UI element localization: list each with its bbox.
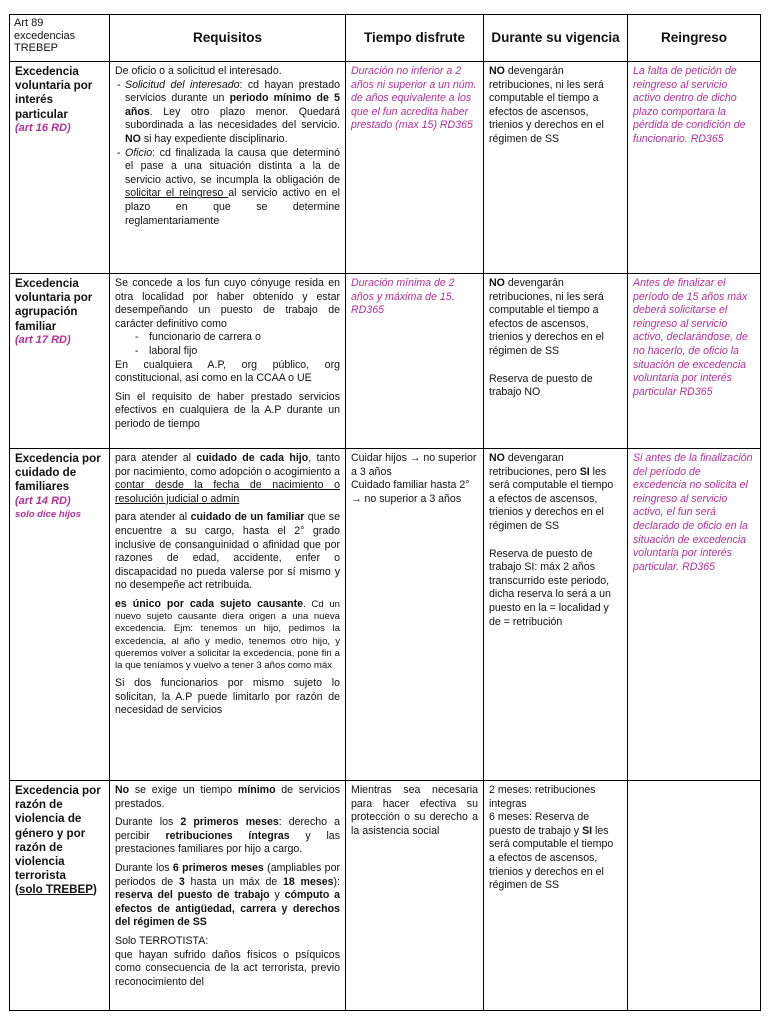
header-tiempo-disfrute: Tiempo disfrute	[346, 15, 484, 62]
vigencia-line: 2 meses: retribuciones integras	[489, 784, 596, 810]
req-item: - laboral fijo	[149, 345, 340, 359]
tiempo-cell: Duración no inferior a 2 años ni superior a un núm. de años equivalente a los que el fun acredita haber prestado (max 15) RD365	[346, 62, 484, 274]
vigencia-extra: Reserva de puesto de trabajo SI: máx 2 años transcurrido este periodo, dicha reserva lo será a un puesto en la = localidad y de = retribución	[489, 547, 611, 628]
tiempo-cell: Mientras sea necesaria para hacer efectiva su protección o su derecho a la asistencia social	[346, 781, 484, 1011]
row-category	[10, 449, 110, 781]
table-row	[10, 781, 761, 1011]
category-ref: (solo TREBEP)	[15, 883, 97, 897]
table-row	[10, 449, 761, 781]
vigencia-line: 6 meses: Reserva de puesto de trabajo y SI les será computable el tiempo a efectos de ascensos, trienios y derechos en el régimen de SS	[489, 811, 614, 892]
req-intro: Se concede a los fun cuyo cónyuge resida en otra localidad por haber obtenido y estar desempeñando un puesto de trabajo de carácter definitivo como	[115, 277, 340, 330]
tiempo-cell: Duración mínima de 2 años y máxima de 15. RD365	[346, 274, 484, 449]
req-paragraph: No se exige un tiempo mínimo de servicios prestados.	[115, 784, 340, 810]
reingreso-cell: La falta de petición de reingreso al servicio activo dentro de dicho plazo comportara la pérdida de condición de funcionario. RD365	[628, 62, 761, 274]
req-item: - funcionario de carrera o	[149, 331, 340, 345]
req-item: - Oficio: cd finalizada la causa que determinó el pase a una situación distinta a la de servicio activo, se incumpla la obligación de solicitar el reingreso al servicio activo en el plazo en que se determine reglamentariamente	[125, 147, 340, 229]
requisitos-cell	[110, 449, 346, 781]
tiempo-line: Cuidar hijos → no superior a 3 años	[351, 452, 477, 478]
vigencia-cell: NO devengarán retribuciones, ni les será computable el tiempo a efectos de ascensos, trienios y derechos en el régimen de SS	[484, 62, 628, 274]
header-requisitos: Requisitos	[110, 15, 346, 62]
category-title: Excedencia voluntaria por interés particular	[15, 65, 93, 121]
category-title: Excedencia voluntaria por agrupación familiar	[15, 277, 93, 333]
header-corner: Art 89 excedencias TREBEP	[10, 15, 110, 62]
req-paragraph: Solo TERROTISTA:	[115, 934, 209, 947]
tiempo-line: Cuidado familiar hasta 2° → no superior a 3 años	[351, 479, 470, 505]
requisitos-cell	[110, 781, 346, 1011]
req-paragraph: que hayan sufrido daños físicos o psíquicos como consecuencia de la act terrorista, previo reconocimiento del	[115, 948, 340, 988]
category-note: solo dice hijos	[15, 509, 81, 521]
category-ref: (art 14 RD)	[15, 494, 71, 507]
reingreso-cell: Antes de finalizar el período de 15 años máx deberá solicitarse el reingreso al servicio activo, declarándose, de no hacerlo, de oficio la situación de excedencia voluntaria por interés particular RD365	[628, 274, 761, 449]
vigencia-extra: Reserva de puesto de trabajo NO	[489, 372, 593, 399]
req-paragraph: para atender al cuidado de un familiar que se encuentre a su cargo, hasta el 2° grado inclusive de consanguinidad o afinidad que por razones de edad, accidente, enfer o discapacidad no pueda valerse por sí mismo y no desempeñe act retribuida.	[115, 511, 340, 592]
req-paragraph: Si dos funcionarios por mismo sujeto lo solicitan, la A.P puede limitarlo por razón de necesidad de servicios	[115, 677, 340, 717]
row-category	[10, 781, 110, 1011]
category-ref: (art 16 RD)	[15, 121, 71, 134]
category-title: Excedencia por cuidado de familiares	[15, 452, 101, 494]
req-paragraph: Durante los 6 primeros meses (ampliables por periodos de 3 hasta un máx de 18 meses): reserva del puesto de trabajo y cómputo a efectos de antigüedad, carrera y derechos del régimen de SS	[115, 861, 341, 929]
req-paragraph: es único por cada sujeto causante. Cd un nuevo sujeto causante diera origen a una nueva excedencia. Ejm: tenemos un hijo, pedimos la excedencia, al año y medio, tenemos otro hijo, y queremos volver a solicitar la excedencia, pone fin a la que teníamos y vuelvo a tener 3 años como máx	[115, 597, 340, 671]
table-row	[10, 274, 761, 449]
tiempo-cell	[346, 449, 484, 781]
req-intro: De oficio o a solicitud el interesado.	[115, 65, 282, 77]
reingreso-cell	[628, 781, 761, 1011]
row-category	[10, 274, 110, 449]
excedencias-table	[9, 14, 761, 1011]
vigencia-cell: NO devengarán retribuciones, ni les será computable el tiempo a efectos de ascensos, trienios y derechos en el régimen de SS Reserva de puesto de trabajo NO	[484, 274, 628, 449]
header-durante-vigencia: Durante su vigencia	[484, 15, 628, 62]
reingreso-cell: Si antes de la finalización del período de excedencia no solicita el reingreso al servicio activo, el fun será declarado de oficio en la situación de excedencia voluntaria por interés particular. RD365	[628, 449, 761, 781]
vigencia-cell: NO devengaran retribuciones, pero SI les será computable el tiempo a efectos de ascensos, trienios y derechos en el régimen de SS Reserva de puesto de trabajo SI: máx 2 años transcurrido este periodo, dicha reserva lo será a un puesto en la = localidad y de = retribución	[484, 449, 628, 781]
requisitos-cell	[110, 274, 346, 449]
req-paragraph: En cualquiera A.P, org público, org constitucional, asi como en la CCAA o UE	[115, 358, 340, 385]
category-ref: (art 17 RD)	[15, 333, 71, 346]
req-paragraph: para atender al cuidado de cada hijo, tanto por nacimiento, como adopción o acogimiento a contar desde la fecha de nacimiento o resolución judicial o admin	[115, 452, 340, 505]
req-paragraph: Durante los 2 primeros meses: derecho a percibir retribuciones íntegras y las prestaciones familiares por hijo a cargo.	[115, 816, 340, 856]
req-paragraph: Sin el requisito de haber prestado servicios efectivos en cualquiera de la A.P durante un periodo de tiempo	[115, 390, 340, 430]
req-item: - Solicitud del interesado: cd hayan prestado servicios durante un periodo mínimo de 5 años. Ley otro plazo menor. Quedará subordinada a las necesidades del servicio. NO si hay expediente disciplinario.	[125, 79, 340, 147]
category-title: Excedencia por razón de violencia de género y por razón de violencia terrorista	[15, 784, 101, 883]
row-category	[10, 62, 110, 274]
requisitos-cell	[110, 62, 346, 274]
vigencia-cell	[484, 781, 628, 1011]
header-row	[10, 15, 761, 62]
header-reingreso: Reingreso	[628, 15, 761, 62]
table-row	[10, 62, 761, 274]
